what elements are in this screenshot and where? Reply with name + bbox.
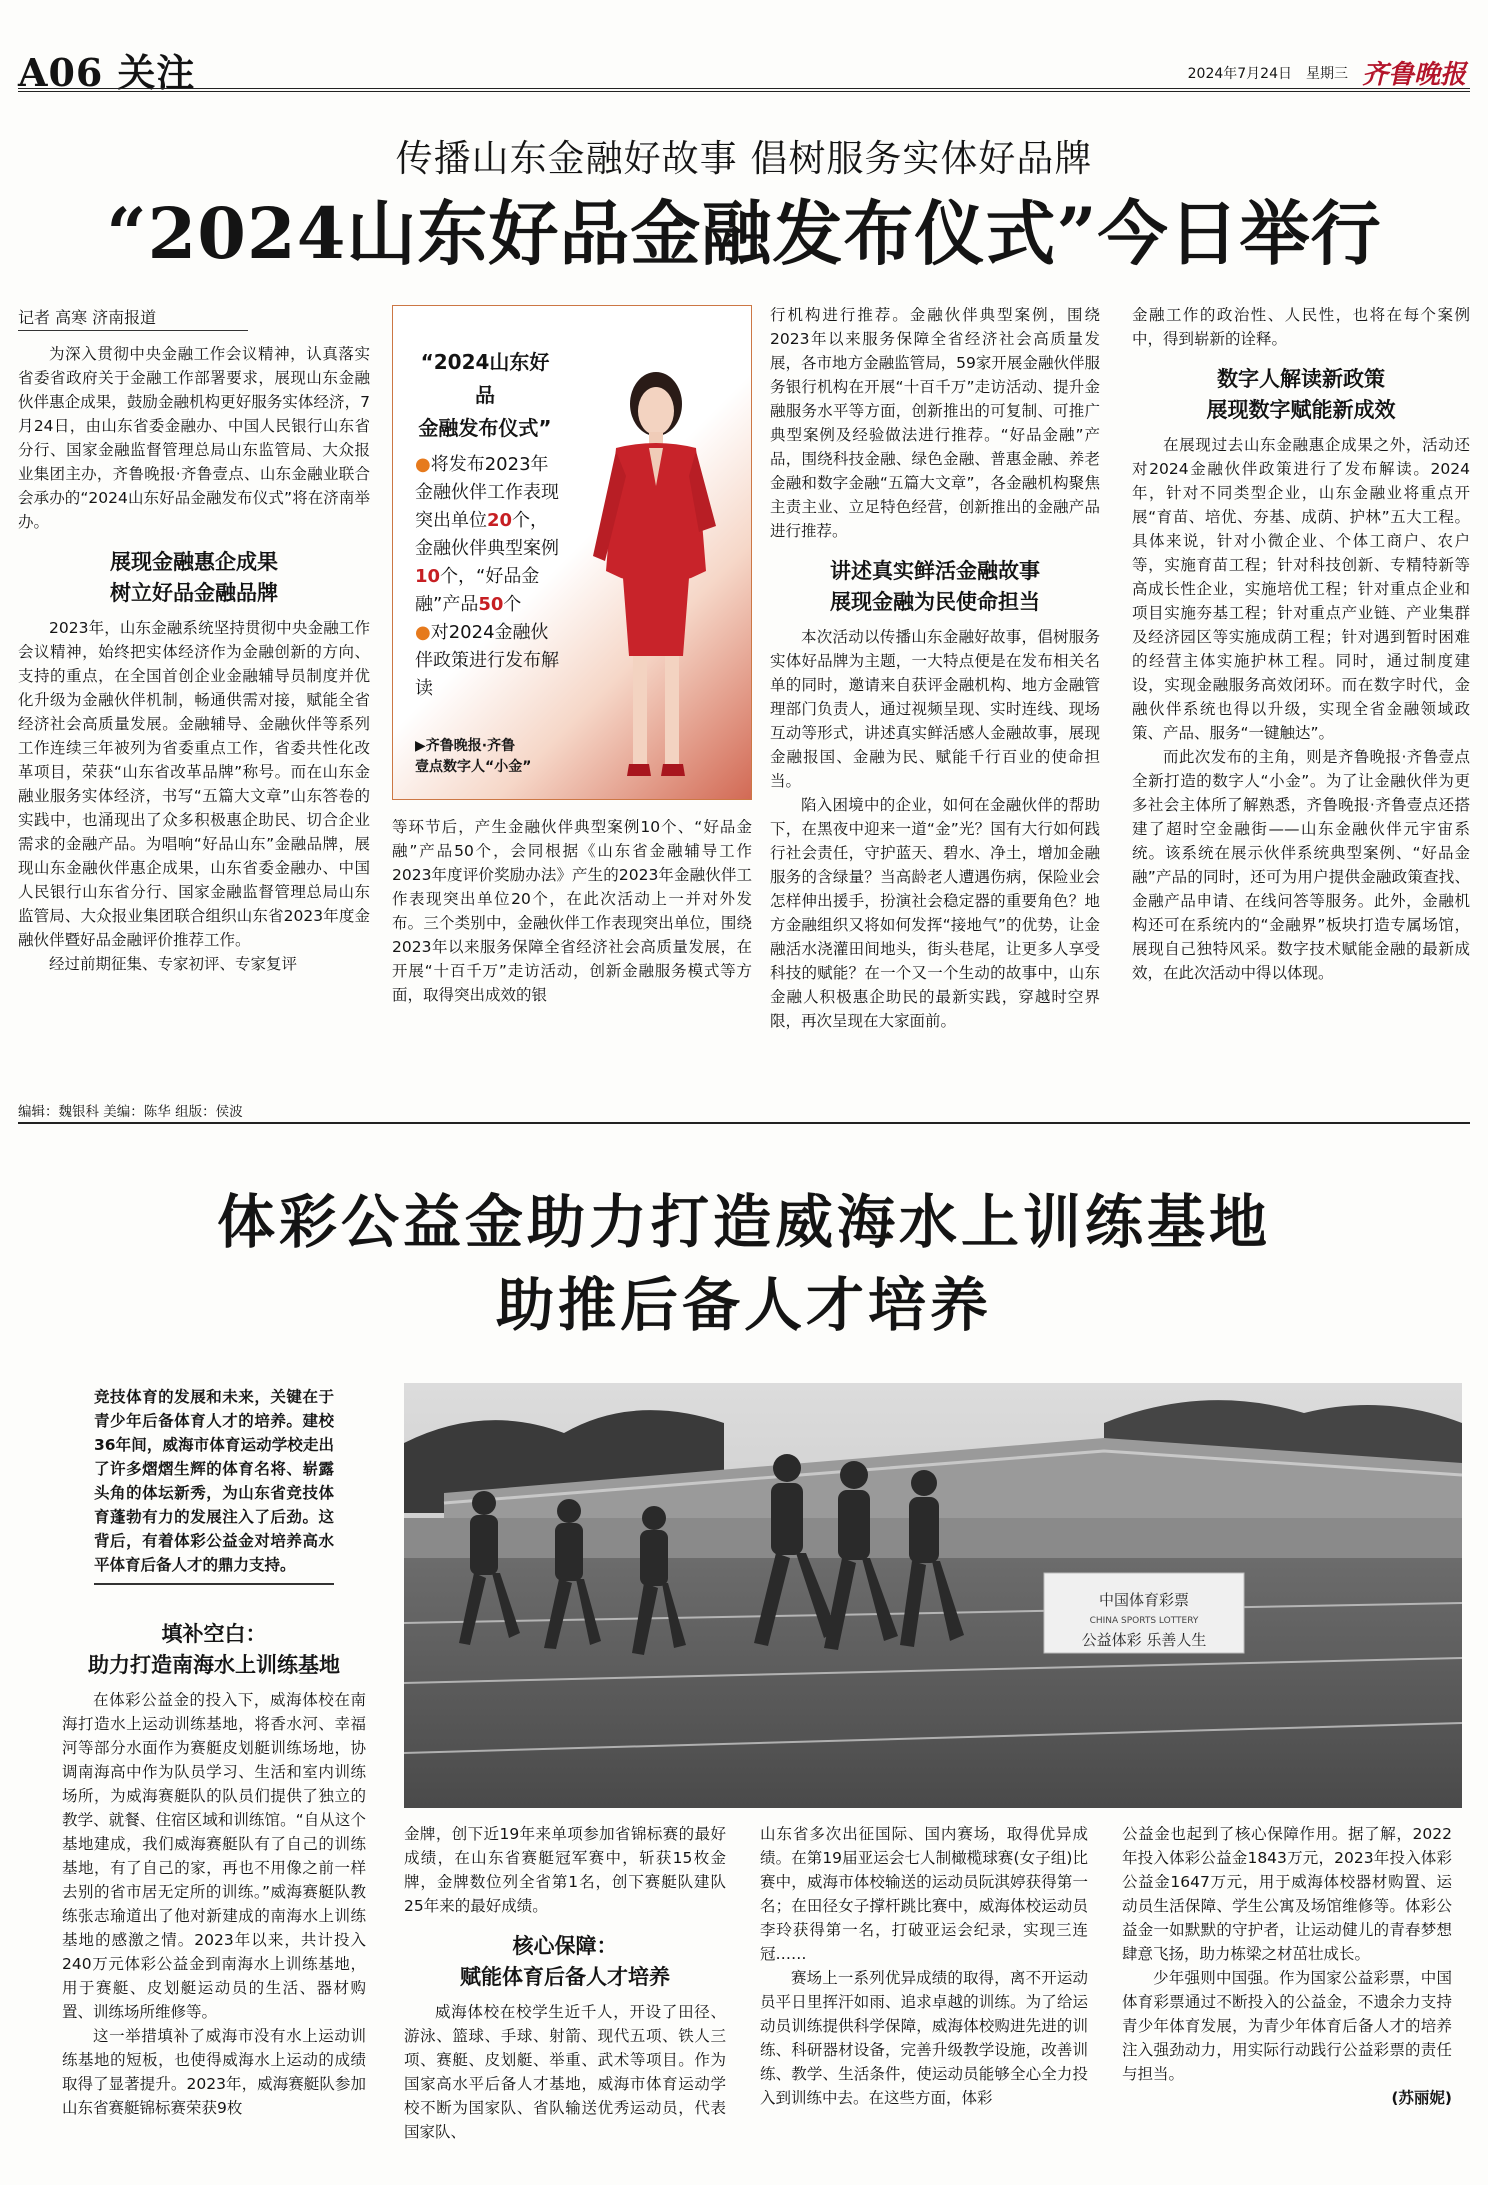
story2-subhead-1: 填补空白： 助力打造南海水上训练基地 [88,1621,340,1677]
story2-column-4: 公益金也起到了核心保障作用。据了解，2022年投入体彩公益金1843万元，2023年投入体彩公益金1647万元，用于威海体校器材购置、运动员生活保障、学生公寓及场馆维修等。体彩公益金一如默默的守护者，让运动健儿的青春梦想肆意飞扬，助力栋梁之材茁壮成长。 少年强则中国强。作为国家公益彩票，中国体育彩票通过不断投入的公益金，不遗余力支持青少年体育发展，为青少年体育后备人才的培养注入强劲动力，用实际行动践行公益彩票的责任与担当。 (苏丽妮) [1122,1822,1452,2177]
story1-column-2: 等环节后，产生金融伙伴典型案例10个、“好品金融”产品50个，会同根据《山东省金融辅导工作2023年度评价奖励办法》产生的2023年金融伙伴工作表现突出单位20个，在此次活动上一并对外发布。三个类别中，金融伙伴工作表现突出单位，围绕2023年以来服务保障全省经济社会高质量发展，在开展“十百千万”走访活动，创新金融服务模式等方面，取得突出成效的银 [392,818,752,1004]
bullet-icon: ● [415,622,431,643]
paper-logo: 齐鲁晚报 [1361,60,1466,90]
info-box-list: ●将发布2023年金融伙伴工作表现突出单位20个，金融伙伴典型案例10个，“好品金融”产品50个 ●对2024金融伙伴政策进行发布解读 [415,454,559,699]
bullet-icon: ● [415,454,431,475]
story1-byline: 记者 高寒 济南报道 [18,305,248,331]
story2-column-2: 金牌，创下近19年来单项参加省锦标赛的最好成绩，在山东省赛艇冠军赛中，斩获15枚金牌，金牌数位列全省第1名，创下赛艇队建队25年来的最好成绩。 核心保障： 赋能体育后备人才培养 威海体校在校学生近千人，开设了田径、游泳、篮球、手球、射箭、现代五项、铁人三项、赛艇、皮划艇、举重、武术等项目。作为国家高水平后备人才基地，威海市体育运动学校不断为国家队、省队输送优秀运动员，代表国家队、 [404,1825,726,2141]
section-name: 关注 [117,50,196,95]
issue-date: 2024年7月24日 [1187,65,1292,82]
section-divider [18,1122,1470,1124]
story2-column-3: 山东省多次出征国际、国内赛场，取得优异成绩。在第19届亚运会七人制橄榄球赛(女子组)比赛中，威海市体校输送的运动员阮淇婷获得第一名；在田径女子撑杆跳比赛中，威海体校运动员李玲获得第一名，打破亚运会纪录，实现三连冠…… 赛场上一系列优异成绩的取得，离不开运动员平日里挥汗如雨、追求卓越的训练。为了给运动员训练提供科学保障，威海体校购进先进的训练、科研器材设备，完善升级教学设施，改善训练、教学、生活条件，使运动员能够全心全力投入到训练中去。在这些方面，体彩 [760,1825,1088,2107]
story2-column-1: 填补空白： 助力打造南海水上训练基地 在体彩公益金的投入下，威海体校在南海打造水上运动训练基地，将香水河、幸福河等部分水面作为赛艇皮划艇训练场地，协调南海高中作为队员学习、生活和室内训练场所，为威海赛艇队的队员们提供了独立的教学、就餐、住宿区域和训练馆。“自从这个基地建成，我们威海赛艇队有了自己的训练基地，有了自己的家，再也不用像之前一样去别的省市居无定所的训练。”威海赛艇队教练张志瑜道出了他对新建成的南海水上训练基地的感激之情。2023年以来，共计投入240万元体彩公益金到南海水上训练基地，用于赛艇、皮划艇运动员的生活、器材购置、训练场所维修等。 这一举措填补了威海市没有水上运动训练基地的短板，也使得威海水上运动的成绩取得了显著提升。2023年，威海赛艇队参加山东省赛艇锦标赛荣获9枚 [62,1618,366,2178]
lottery-board-english: CHINA SPORTS LOTTERY [1089,1616,1199,1626]
story1-subhead-3: 数字人解读新政策 展现数字赋能新成效 [1206,366,1396,422]
story1-column-3: 行机构进行推荐。金融伙伴典型案例，围绕2023年以来服务保障全省经济社会高质量发展，各市地方金融监管局，59家开展金融伙伴服务银行机构在开展“十百千万”走访活动、提升金融服务水平等方面，创新推出的可复制、可推广典型案例及经验做法进行推荐。“好品金融”产品，围绕科技金融、绿色金融、普惠金融、养老金融和数字金融“五篇大文章”，各金融机构聚焦主责主业、立足特色经营，创新推出的金融产品进行推荐。 讲述真实鲜活金融故事 展现金融为民使命担当 本次活动以传播山东金融好故事，倡树服务实体好品牌为主题，一大特点便是在发布相关名单的同时，邀请来自获评金融机构、地方金融管理部门负责人，通过视频呈现、实时连线、现场互动等形式，讲述真实鲜活感人金融故事，展现金融报国、金融为民、赋能千行百业的使命担当。 陷入困境中的企业，如何在金融伙伴的帮助下，在黑夜中迎来一道“金”光？国有大行如何践行社会责任，守护蓝天、碧水、净土，增加金融服务的含绿量？当高龄老人遭遇伤病，保险业会怎样伸出援手，扮演社会稳定器的重要角色？地方金融组织又将如何发挥“接地气”的优势，让金融活水浇灌田间地头，街头巷尾，让更多人享受科技的赋能？在一个又一个生动的故事中，山东金融人积极惠企助民的最新实践，穿越时空界限，再次呈现在大家面前。 [770,306,1100,1030]
story1-headline: “2024山东好品金融发布仪式”今日举行 [106,192,1382,275]
info-box-caption: ▶齐鲁晚报·齐鲁 壹点数字人“小金” [415,738,532,775]
story1-kicker: 传播山东金融好故事 倡树服务实体好品牌 [395,137,1093,180]
info-box [392,305,752,800]
page-number: A06 关注 [18,50,196,95]
photo-illustration [404,1383,1462,1808]
digital-human-avatar [571,356,741,796]
story2-subhead-2: 核心保障： 赋能体育后备人才培养 [460,1933,670,1989]
lottery-board-slogan: 公益体彩 乐善人生 [1081,1631,1207,1649]
story2-headline-line2: 助推后备人才培养 [495,1271,992,1339]
story1-column-1: 为深入贯彻中央金融工作会议精神，认真落实省委省政府关于金融工作部署要求，展现山东金融伙伴惠企成果，鼓励金融机构更好服务实体经济，7月24日，由山东省委金融办、中国人民银行山东省分行、国家金融监督管理总局山东监管局、大众报业集团主办，齐鲁晚报·齐鲁壹点、山东金融业联合会承办的“2024山东好品金融发布仪式”将在济南举办。 展现金融惠企成果 树立好品金融品牌 2023年，山东金融系统坚持贯彻中央金融工作会议精神，始终把实体经济作为金融创新的方向、支持的重点，在全国首创企业金融辅导员制度并优化升级为金融伙伴机制，畅通供需对接，赋能全省经济社会高质量发展。金融辅导、金融伙伴等系列工作连续三年被列为省委重点工作，省委共性化改革项目，荣获“山东省改革品牌”称号。而在山东金融业服务实体经济，书写“五篇大文章”山东答卷的实践中，也涌现出了众多积极惠企助民、切合企业需求的金融产品。为唱响“好品山东”金融品牌，展现山东金融伙伴惠企成果，山东省委金融办、中国人民银行山东省分行、国家金融监督管理总局山东监管局、大众报业集团联合组织山东省2023年度金融伙伴暨好品金融评价推荐工作。 经过前期征集、专家初评、专家复评 [18,345,370,973]
story1-subhead-2: 讲述真实鲜活金融故事 展现金融为民使命担当 [830,558,1040,614]
story1-subhead-1: 展现金融惠企成果 树立好品金融品牌 [110,549,278,605]
issue-weekday: 星期三 [1305,65,1348,82]
header-rule [18,88,1470,92]
editor-credits: 编辑：魏银科 美编：陈华 组版：侯波 [18,1104,243,1120]
story2-headline-line1: 体彩公益金助力打造威海水上训练基地 [216,1188,1271,1256]
story1-column-4: 金融工作的政治性、人民性，也将在每个案例中，得到崭新的诠释。 数字人解读新政策 展现数字赋能新成效 在展现过去山东金融惠企成果之外，活动还对2024金融伙伴政策进行了发布解读。2024年，针对不同类型企业，山东金融业将重点开展“育苗、培优、夯基、成荫、护林”五大工程。具体来说，针对小微企业、个体工商户、农户等，实施育苗工程；针对科技创新、专精特新等高成长性企业，实施培优工程；针对重点企业和项目实施夯基工程；针对重点产业链、产业集群及经济园区等实施成荫工程；针对遇到暂时困难的经营主体实施护林工程。同时，通过制度建设，实现金融服务高效闭环。而在数字时代，金融伙伴系统也得以升级，实现全省金融领域政策、产品、服务“一键触达”。 而此次发布的主角，则是齐鲁晚报·齐鲁壹点全新打造的数字人“小金”。为了让金融伙伴为更多社会主体所了解熟悉，齐鲁晚报·齐鲁壹点还搭建了超时空金融街——山东金融伙伴元宇宙系统。该系统在展示伙伴系统典型案例、“好品金融”产品的同时，还可为用户提供金融政策查找、金融产品申请、在线问答等服务。此外，金融机构还可在系统内的“金融界”板块打造专属场馆，展现自己独特风采。数字技术赋能金融的最新成效，在此次活动中得以体现。 [1132,306,1470,982]
story2-lead: 竞技体育的发展和未来，关键在于青少年后备体育人才的培养。建校36年间，威海市体育运动学校走出了许多熠熠生辉的体育名将、崭露头角的体坛新秀，为山东省竞技体育蓬勃有力的发展注入了后劲。这背后，有着体彩公益金对培养高水平体育后备人才的鼎力支持。 [94,1385,334,1585]
story2-author: (苏丽妮) [1391,2089,1452,2107]
info-box-title: “2024山东好品 金融发布仪式” [418,350,552,440]
lottery-board-name: 中国体育彩票 [1098,1591,1190,1609]
athletes-running-photo [404,1383,1462,1808]
header-info [1188,54,1466,91]
